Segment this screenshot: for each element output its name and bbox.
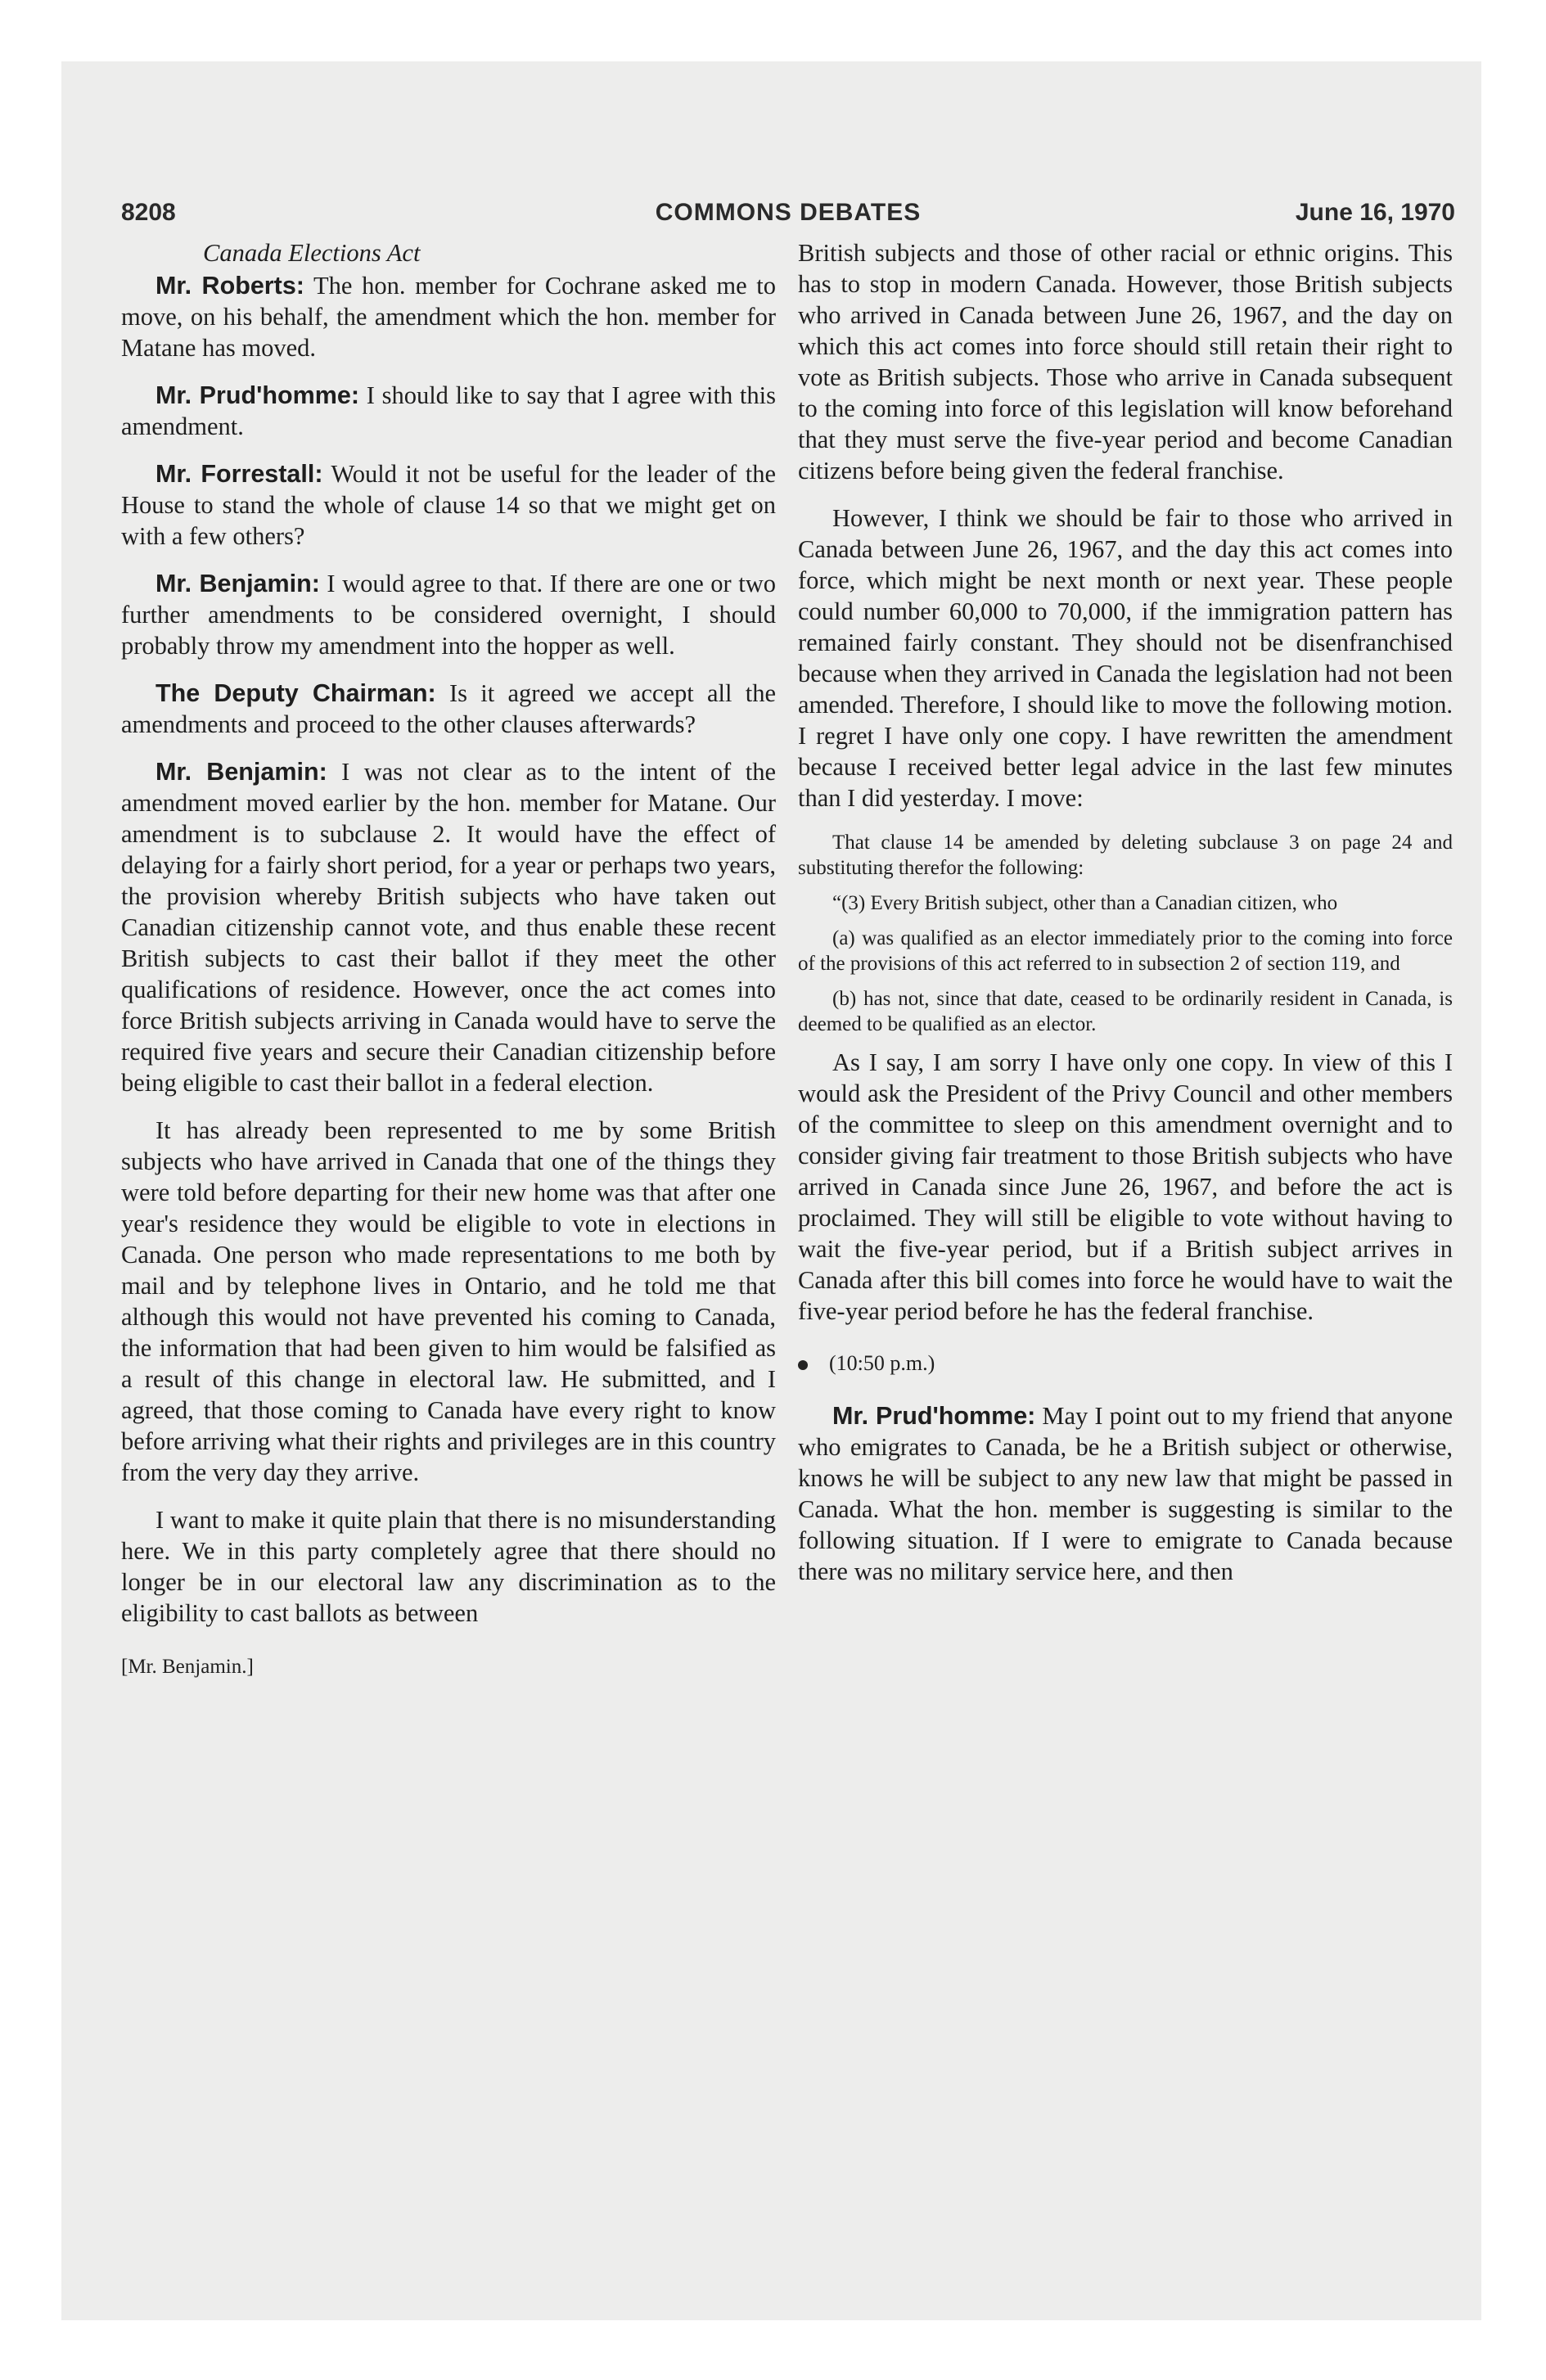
time-text: (10:50 p.m.) (829, 1351, 935, 1375)
speaker-name: Mr. Benjamin: (156, 570, 320, 597)
time-stamp (798, 1348, 1453, 1379)
speaker-name: Mr. Roberts: (156, 272, 304, 300)
speech-text: I should like to say that I agree with this amendment. (121, 381, 776, 440)
page-header (121, 199, 1455, 240)
paragraph: It has already been represented to me by some British subjects who have arrived in Canada that one of the things they were told before departing for their new home was that after one year's residence they would be eligible to vote in elections in Canada. One person who made representations to me both by mail and by telephone lives in Ontario, and he told me that although this would not have prevented his coming to Canada, the information that had been given to him would be falsified as a result of this change in electoral law. He submitted, and I agreed, that those coming to Canada have every right to know before arriving what their rights and privileges are in this country from the very day they arrive. (121, 1116, 776, 1486)
speech-text: I was not clear as to the intent of the amendment moved earlier by the hon. member for Matane. Our amendment is to subclause 2. It would have the effect of delaying for a fairly short period, for a year or perhaps two years, the provision whereby British subjects who have taken out Canadian citizenship cannot vote, and thus enable these recent British subjects to cast their ballot if they meet the other qualifications of residence. However, once the act comes into force British subjects arriving in Canada would have to serve the required five years and secure their Canadian citizenship before being eligible to cast their ballot in a federal election. (121, 758, 776, 1097)
page-date: June 16, 1970 (1295, 199, 1455, 226)
paragraph (121, 458, 776, 552)
speaker-name: Mr. Forrestall: (156, 460, 323, 488)
paragraph: As I say, I am sorry I have only one copy. In view of this I would ask the President of the Privy Council and other members of the committee to sleep on this amendment overnight and to consider giving fair treatment to those British subjects who have arrived in Canada since June 26, 1967, and before the act is proclaimed. They will still be eligible to vote without having to wait the five-year period, but if a British subject arrives in Canada after this bill comes into force he would have to wait the five-year period before he has the federal franchise. (798, 1048, 1453, 1325)
page-number: 8208 (121, 199, 176, 226)
speech-text: Would it not be useful for the leader of the House to stand the whole of clause 14 so that we might get on with a few others? (121, 460, 776, 550)
bullet-icon (798, 1360, 808, 1370)
speech-text: May I point out to my friend that anyone who emigrates to Canada, be he a British subject or otherwise, knows he will be subject to any new law that might be passed in Canada. What the hon. member is suggesting is similar to the following situation. If I were to emigrate to Canada because there was no military service here, and then (798, 1402, 1453, 1585)
speaker-name: Mr. Prud'homme: (832, 1402, 1036, 1430)
paragraph (121, 380, 776, 442)
paragraph: British subjects and those of other racial or ethnic origins. This has to stop in modern Canada. However, those British subjects who arrived in Canada between June 26, 1967, and the day on which this act comes into force should still retain their right to vote as British subjects. Those who arrive in Canada subsequent to the coming into force of this legislation will know beforehand that they must serve the five-year period and become Canadian citizens before being given the federal franchise. (798, 239, 1453, 485)
paragraph (798, 1400, 1453, 1587)
paragraph (121, 678, 776, 740)
publication-title: COMMONS DEBATES (655, 199, 922, 226)
motion-quote: That clause 14 be amended by deleting subclause 3 on page 24 and substituting therefor the following: (798, 832, 1453, 879)
speaker-name: Mr. Benjamin: (156, 758, 327, 786)
speech-text: I would agree to that. If there are one or two further amendments to be considered overnight, I should probably throw my amendment into the hopper as well. (121, 570, 776, 660)
speech-text: The hon. member for Cochrane asked me to move, on his behalf, the amendment which the hon. member for Matane has moved. (121, 272, 777, 362)
paragraph (121, 568, 776, 661)
motion-quote: “(3) Every British subject, other than a Canadian citizen, who (832, 892, 1338, 914)
speech-text: Is it agreed we accept all the amendments and proceed to the other clauses afterwards? (121, 679, 776, 738)
left-column (121, 237, 776, 1699)
right-column (798, 237, 1453, 1603)
motion-quote: (b) has not, since that date, ceased to be ordinarily resident in Canada, is deemed to be qualified as an elector. (798, 988, 1453, 1035)
motion-quote: (a) was qualified as an elector immediately prior to the coming into force of the provisions of this act referred to in subsection 2 of section 119, and (798, 927, 1453, 975)
paragraph: However, I think we should be fair to those who arrived in Canada between June 26, 1967, and the day this act comes into force, which might be next month or next year. These people could number 60,000 to 70,000, if the immigration pattern has remained fairly constant. They should not be disenfranchised because when they arrived in Canada the legislation had not been amended. Therefore, I should like to move the following motion. I regret I have only one copy. I have rewritten the amendment because I received better legal advice in the last few minutes than I did yesterday. I move: (798, 504, 1453, 812)
paragraph (121, 756, 776, 1098)
paragraph: I want to make it quite plain that there is no misunderstanding here. We in this party completely agree that there should no longer be in our electoral law any discrimination as to the eligibility to cast ballots as between (121, 1506, 776, 1627)
speaker-name: Mr. Prud'homme: (156, 381, 359, 409)
paragraph (121, 270, 776, 363)
speaker-name: The Deputy Chairman: (156, 679, 436, 707)
speaker-footer: [Mr. Benjamin.] (121, 1656, 254, 1678)
section-title: Canada Elections Act (203, 239, 421, 267)
